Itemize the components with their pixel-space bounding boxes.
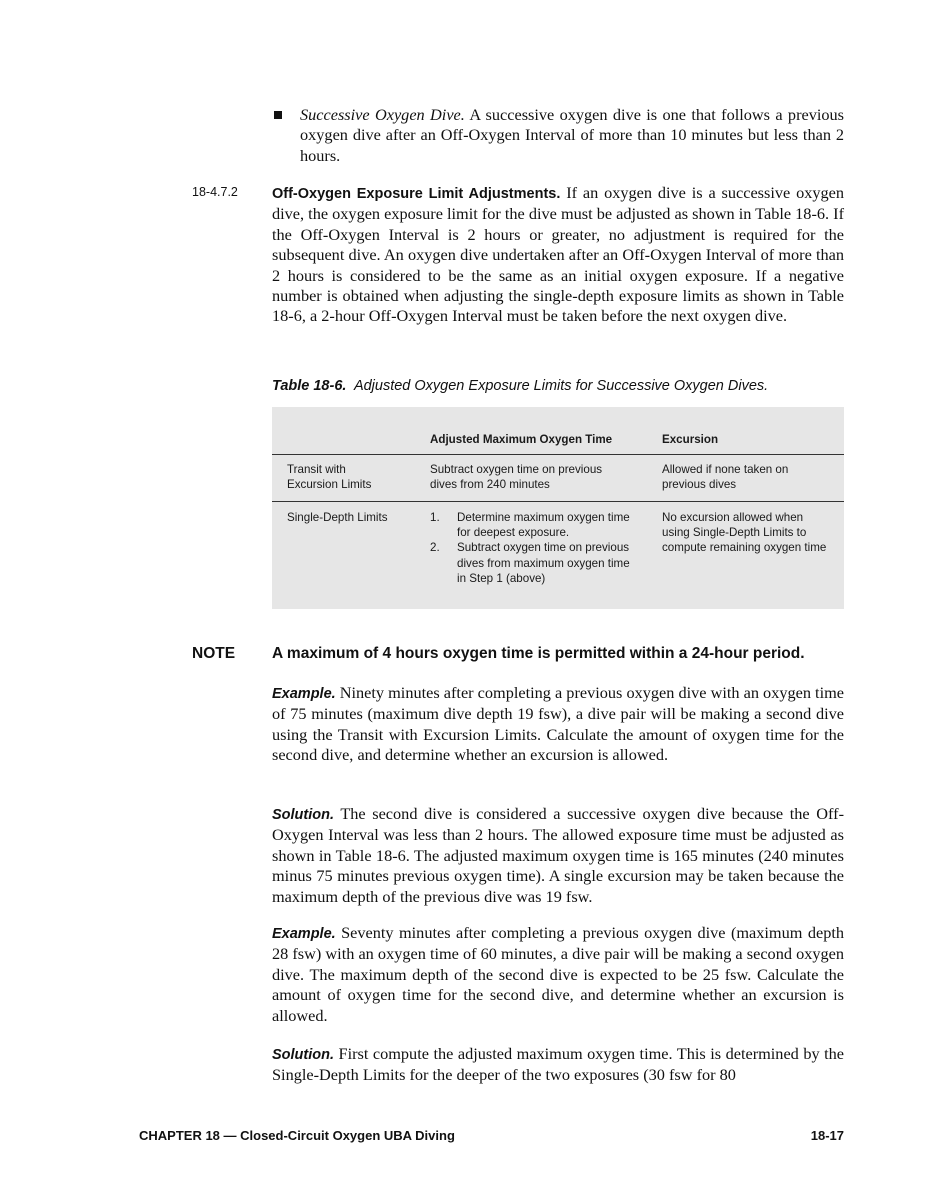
footer-page-number: 18-17 — [810, 1128, 844, 1143]
table-caption-text: Adjusted Oxygen Exposure Limits for Successive Oxygen Dives. — [346, 378, 769, 394]
table-row1-excursion: Allowed if none taken on previous dives — [662, 463, 789, 492]
note-text: A maximum of 4 hours oxygen time is permitted within a 24-hour period. — [272, 645, 805, 662]
table-row2-step2 — [430, 540, 630, 586]
solution1-label: Solution. — [272, 807, 335, 823]
table-row2-label: Single-Depth Limits — [287, 511, 388, 524]
example2-body: Seventy minutes after completing a previous oxygen dive (maximum depth 28 fsw) with an oxygen time of 60 minutes, a dive pair will be making a second oxygen dive. The maximum depth of the second dive is expected to be 25 fsw. Calculate the amount of oxygen time for the second dive, and determine whether an excursion is allowed. — [272, 923, 844, 1025]
section-body: If an oxygen dive is a successive oxygen dive, the oxygen exposure limit for the dive must be adjusted as shown in Table 18-6. If the Off-Oxygen Interval is 2 hours or greater, no adjustment is required for the subsequent dive. An oxygen dive undertaken after an Off-Oxygen Interval of more than 2 hours is considered to be the same as an initial oxygen exposure. If a negative number is obtained when adjusting the single-depth exposure limits as shown in Table 18-6, a 2-hour Off-Oxygen Interval must be taken before the next oxygen dive. — [272, 183, 845, 326]
solution1-paragraph — [272, 804, 844, 907]
table-row2-steps — [430, 510, 630, 586]
section-heading: Off-Oxygen Exposure Limit Adjustments. — [272, 186, 561, 202]
solution2-paragraph — [272, 1044, 844, 1086]
table-header-excursion: Excursion — [662, 433, 719, 446]
note-label: NOTE — [192, 645, 236, 662]
step1-number: 1. — [430, 511, 440, 524]
table-row2-excursion: No excursion allowed when using Single-Depth Limits to compute remaining oxygen time — [662, 511, 827, 555]
section-paragraph — [272, 183, 844, 327]
table-header-time: Adjusted Maximum Oxygen Time — [430, 433, 613, 446]
bullet-body: A successive oxygen dive is one that follows a previous oxygen dive after an Off-Oxygen Interval of more than 10 minutes but less than 2 hours. — [300, 105, 845, 165]
table-row1-time: Subtract oxygen time on previous dives from 240 minutes — [430, 463, 603, 492]
table-row-rule — [272, 501, 844, 502]
table-header-rule — [272, 454, 844, 455]
example1-label: Example. — [272, 686, 336, 702]
section-number: 18-4.7.2 — [192, 185, 238, 199]
example2-paragraph — [272, 923, 844, 1026]
step2-text: Subtract oxygen time on previous dives from maximum oxygen time in Step 1 (above) — [457, 541, 630, 585]
table-caption-label: Table 18-6. — [272, 378, 347, 394]
footer-chapter: CHAPTER 18 — Closed-Circuit Oxygen UBA Diving — [139, 1128, 455, 1143]
solution2-label: Solution. — [272, 1047, 335, 1063]
solution1-body: The second dive is considered a successive oxygen dive because the Off-Oxygen Interval was less than 2 hours. The allowed exposure time must be adjusted as shown in Table 18-6. The adjusted maximum oxygen time is 165 minutes (240 minutes minus 75 minutes previous oxygen time). A single excursion may be taken because the maximum depth of the previous dive was 19 fsw. — [272, 804, 844, 906]
table-18-6 — [272, 407, 844, 609]
bullet-paragraph — [272, 105, 844, 166]
step1-text: Determine maximum oxygen time for deepest exposure. — [457, 511, 630, 540]
table-caption — [272, 378, 768, 394]
table-row1-label-line1: Transit with — [287, 463, 346, 476]
example1-paragraph — [272, 683, 844, 766]
step2-number: 2. — [430, 541, 440, 555]
bullet-text-block — [300, 105, 844, 166]
example2-label: Example. — [272, 926, 336, 942]
solution2-body: First compute the adjusted maximum oxygen time. This is determined by the Single-Depth Limits for the deeper of the two exposures (30 fsw for 80 — [272, 1044, 844, 1085]
table-row1-label — [287, 462, 407, 492]
bullet-title: Successive Oxygen Dive. — [300, 105, 465, 124]
example1-body: Ninety minutes after completing a previous oxygen dive with an oxygen time of 75 minutes (maximum dive depth 19 fsw), a dive pair will be making a second dive using the Transit with Excursion Limits. Calculate the amount of oxygen time for the second dive, and determine whether an excursion is allowed. — [272, 683, 844, 765]
square-bullet-icon — [274, 111, 282, 119]
table-row2-step1 — [430, 510, 630, 540]
table-row1-label-line2: Excursion Limits — [287, 478, 372, 492]
